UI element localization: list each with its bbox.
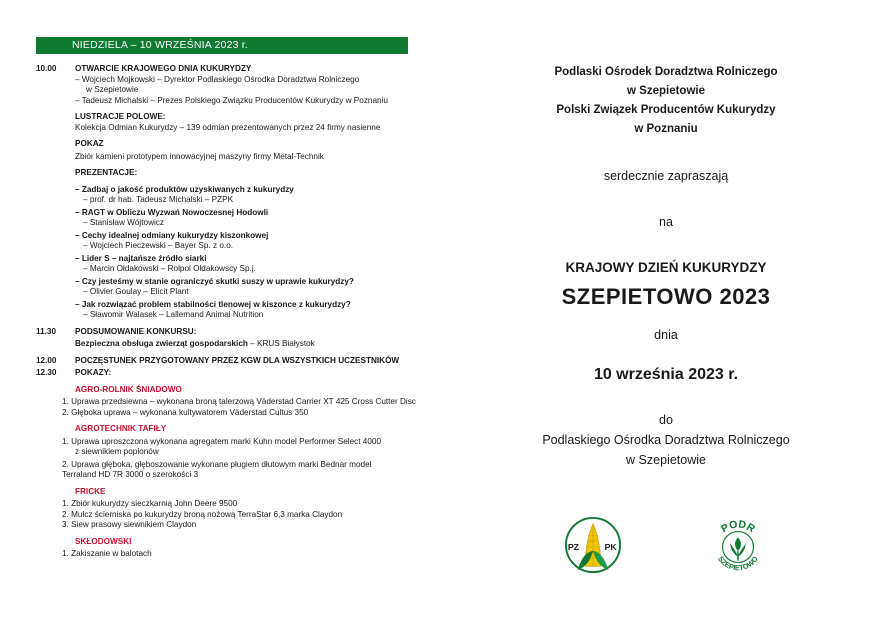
- schedule: [36, 64, 436, 560]
- talk-speaker: – Stanisław Wójtowicz: [83, 218, 164, 227]
- pokazy-title: POKAZY:: [75, 368, 112, 377]
- talk-speaker: – Sławomir Walasek – Lallemand Animal Nutrition: [83, 310, 264, 319]
- talk-title: – Zadbaj o jakość produktów uzyskiwanych z kukurydzy: [75, 184, 294, 194]
- dnia-text: dnia: [654, 328, 678, 342]
- talk: [75, 185, 436, 206]
- poczestunek-title: POCZĘSTUNEK PRZYGOTOWANY PRZEZ KGW DLA WSZYSTKICH UCZESTNIKÓW: [75, 355, 400, 365]
- demo-item: 1. Uprawa przedsiewna – wykonana broną talerzową Väderstad Carrier XT 425 Cross Cutter Disc: [62, 397, 416, 406]
- pzpk-left-text: PZ: [567, 541, 579, 552]
- pokaz-text: Zbiór kamieni prototypem innowacyjnej maszyny firmy Metal-Technik: [75, 151, 324, 161]
- talk-speaker: – Marcin Ołdakowski – Rolpol Ołdakowscy Sp.j.: [83, 264, 256, 273]
- organizer-location: w Szepietowie: [627, 85, 705, 97]
- organizer-name: Polski Związek Producentów Kukurydzy: [556, 104, 776, 116]
- schedule-entry-opening: [36, 64, 436, 321]
- talk: [75, 231, 436, 252]
- talk: [75, 300, 436, 321]
- venue-do: do: [659, 413, 673, 427]
- venue: [444, 410, 888, 470]
- lustracje-text: Kolekcja Odmian Kukurydzy – 139 odmian prezentowanych przez 24 firmy nasienne: [75, 122, 381, 132]
- demo-item-cont: z siewnikiem poplonów: [75, 447, 159, 456]
- talk-speaker: – prof. dr hab. Tadeusz Michalski – PZPK: [83, 195, 234, 204]
- demo-groups: [36, 385, 436, 560]
- demo-group-name: FRICKE: [75, 486, 106, 496]
- event-date: 10 września 2023 r.: [593, 366, 739, 383]
- demo-item: 2. Mulcz ścierniska po kukurydzy broną nożową TerraStar 6,3 marka Claydon: [62, 509, 343, 519]
- event-title: SZEPIETOWO 2023: [561, 284, 771, 309]
- opening-speaker-cont: w Szepietowie: [86, 85, 139, 94]
- podr-top-text: PODR: [718, 518, 757, 536]
- talk: [75, 254, 436, 275]
- time-label: 12.00: [36, 355, 57, 365]
- na-text: na: [659, 215, 673, 229]
- demo-group: [62, 424, 436, 481]
- krus-line: [75, 339, 436, 350]
- pzpk-right-text: PK: [604, 541, 617, 552]
- talk-title: – Czy jesteśmy w stanie ograniczyć skutki suszy w uprawie kukurydzy?: [75, 276, 354, 286]
- time-label: 10.00: [36, 64, 57, 73]
- demo-group: [62, 486, 436, 531]
- talk: [75, 277, 436, 298]
- pzpk-logo: [564, 516, 622, 574]
- organizer-name: Podlaski Ośrodek Doradztwa Rolniczego: [554, 66, 778, 78]
- svg-text:PODR: [719, 518, 757, 535]
- schedule-entry-pokazy: [36, 368, 436, 379]
- lustracje-title: LUSTRACJE POLOWE:: [75, 112, 166, 121]
- konkurs-title: PODSUMOWANIE KONKURSU:: [75, 326, 197, 336]
- demo-group-name: AGRO-ROLNIK ŚNIADOWO: [75, 384, 182, 394]
- demo-group-name: AGROTECHNIK TAFIŁY: [75, 424, 167, 433]
- time-label: 11.30: [36, 326, 57, 336]
- program-page: [0, 0, 440, 628]
- demo-item: 1. Uprawa uproszczona wykonana agregatem marki Kuhn model Performer Select 4000: [62, 436, 382, 446]
- opening-speaker: – Tadeusz Michalski – Prezes Polskiego Związku Producentów Kukurydzy w Poznaniu: [75, 95, 388, 105]
- talk: [75, 208, 436, 229]
- demo-item: 2. Uprawa głęboka, głęboszowanie wykonane pługiem dłutowym marki Bednar model: [62, 459, 372, 469]
- talk-title: – Jak rozwiązać problem stabilności tlenowej w kiszonce z kukurydzy?: [75, 299, 351, 309]
- talk-speaker: – Olivier Goulay – Elicit Plant: [83, 287, 189, 296]
- podr-logo: [709, 518, 767, 576]
- event-name: KRAJOWY DZIEŃ KUKURYDZY: [565, 260, 767, 275]
- demo-item: 1. Zbiór kukurydzy sieczkarnią John Deere 9500: [62, 499, 238, 508]
- venue-name: Podlaskiego Ośrodka Doradztwa Rolniczego: [542, 433, 790, 447]
- demo-group: [62, 384, 436, 419]
- demo-group: [62, 536, 436, 560]
- krus-bold: Bezpieczna obsługa zwierząt gospodarskich: [75, 339, 248, 348]
- schedule-entry-konkurs: [36, 327, 436, 350]
- talk-speaker: – Wojciech Pieczewski – Bayer Sp. z o.o.: [83, 241, 234, 250]
- opening-title: OTWARCIE KRAJOWEGO DNIA KUKURYDZY: [75, 64, 252, 73]
- demo-item: 1. Zakiszanie w balotach: [62, 549, 152, 558]
- venue-location: w Szepietowie: [626, 453, 706, 467]
- talk-title: – Cechy idealnej odmiany kukurydzy kiszonkowej: [75, 230, 269, 240]
- organizer-location: w Poznaniu: [634, 123, 698, 135]
- schedule-entry-poczestunek: [36, 356, 436, 367]
- opening-speaker: – Wojciech Mojkowski – Dyrektor Podlaskiego Ośrodka Doradztwa Rolniczego: [75, 74, 360, 84]
- talk-title: – RAGT w Obliczu Wyzwań Nowoczesnej Hodowli: [75, 207, 269, 217]
- prezentacje-title: PREZENTACJE:: [75, 168, 138, 177]
- podr-bottom-text: SZEPIETOWO: [716, 554, 760, 573]
- organizers: [444, 63, 888, 139]
- demo-item-cont: Terraland HD 7R 3000 o szerokości 3: [62, 470, 199, 479]
- demo-item: 2. Głęboka uprawa – wykonana kultywatorem Väderstad Cultus 350: [62, 407, 309, 417]
- demo-item: 3. Siew prasowy siewnikiem Claydon: [62, 520, 197, 529]
- talk-title: – Lider S – najtańsze źródło siarki: [75, 253, 207, 263]
- demo-group-name: SKŁODOWSKI: [75, 536, 132, 546]
- date-header-bar: NIEDZIELA – 10 WRZEŚNIA 2023 r.: [36, 37, 408, 54]
- invitation-page: [444, 0, 888, 628]
- invite-text: serdecznie zapraszają: [603, 169, 729, 183]
- time-label: 12.30: [36, 368, 57, 377]
- pokaz-title: POKAZ: [75, 139, 104, 148]
- krus-rest: – KRUS Białystok: [247, 339, 315, 348]
